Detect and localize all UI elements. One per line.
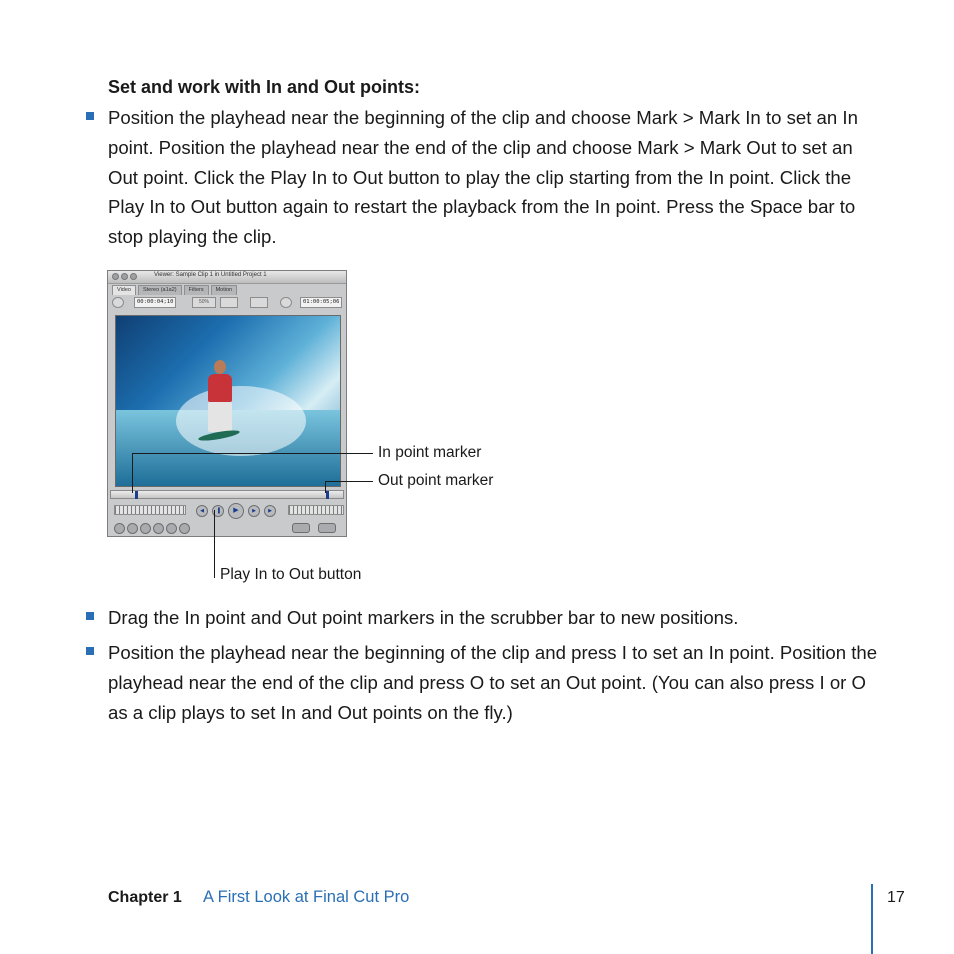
window-title: Viewer: Sample Clip 1 in Untitled Project 1 [154,272,267,278]
zoom-icon [130,273,137,280]
surfer-legs-shape [208,402,232,432]
viewer-window-figure [107,270,347,537]
current-timecode: 01:00:05;06 [300,297,342,308]
tab-filters: Filters [184,285,209,295]
viewer-titlebar [108,271,346,284]
play-in-to-out-callout: Play In to Out button [220,566,362,583]
tab-stereo: Stereo (a1a2) [138,285,182,295]
mark-clip-icon [127,523,138,534]
square-bullet-icon [86,112,94,120]
surfer-body-shape [208,374,232,402]
shuttle-control [288,505,344,515]
display-popup [250,297,268,308]
zoom-popup: 50% [192,297,216,308]
list-item [86,103,886,252]
mark-in-icon [166,523,177,534]
video-frame-image [115,315,341,487]
tab-video: Video [112,285,136,295]
marking-controls [112,523,344,535]
view-popup [220,297,238,308]
play-button-leader [214,510,215,578]
footer-chapter-title: A First Look at Final Cut Pro [203,888,410,906]
tab-motion: Motion [211,285,238,295]
add-marker-icon [153,523,164,534]
footer-chapter: Chapter 1 [108,889,182,906]
viewer-tabs [112,285,237,295]
in-point-marker-icon [135,491,138,499]
add-keyframe-icon [140,523,151,534]
bullet-text: Drag the In point and Out point markers in the scrubber bar to new positions. [108,607,739,628]
play-icon: ▶ [228,503,244,519]
minimize-icon [121,273,128,280]
play-in-to-out-icon: ◀ [196,505,208,517]
out-marker-leader-vertical [325,481,326,493]
bullet-text: Position the playhead near the beginning of the clip and choose Mark > Mark In to set an In point. Position the playhead near the end of the clip and choose Mark > Mark Out to set an Out point. Click the Play In to Out button to play the clip starting from the In point. Click the Play In to Out button again to restart the playback from the In point. Press the Space bar to stop playing the clip. [108,107,858,248]
in-marker-leader-horizontal [132,453,373,454]
out-point-marker-icon [326,491,329,499]
dial-icon [280,297,292,308]
list-item [86,603,886,633]
play-next-icon: ▶ [248,505,260,517]
footer-divider [871,884,873,954]
mark-out-icon [179,523,190,534]
timecode-row [112,297,342,309]
in-point-marker-callout: In point marker [378,444,482,461]
scrubber-bar [110,490,344,499]
section-heading: Set and work with In and Out points: [108,77,420,97]
recent-clips-icon [292,523,310,533]
surfer-head-shape [214,360,226,374]
out-marker-leader-horizontal [325,481,373,482]
page-number: 17 [887,889,905,906]
square-bullet-icon [86,647,94,655]
close-icon [112,273,119,280]
bullet-text: Position the playhead near the beginning of the clip and press I to set an In point. Position the playhead near the end of the clip and press O to set an Out point. (You can also press I or O as a clip plays to set In and Out points on the fly.) [108,642,878,723]
list-item [86,638,886,727]
transport-controls [112,501,344,521]
play-previous-icon: ▐ [212,505,224,517]
in-marker-leader-vertical [132,453,133,493]
jog-control [114,505,186,515]
out-point-marker-callout: Out point marker [378,472,494,489]
match-frame-icon [114,523,125,534]
play-around-icon: ▶ [264,505,276,517]
square-bullet-icon [86,612,94,620]
generator-icon [318,523,336,533]
spray-shape [176,386,306,456]
dial-icon [112,297,124,308]
duration-timecode: 00:00:04;10 [134,297,176,308]
